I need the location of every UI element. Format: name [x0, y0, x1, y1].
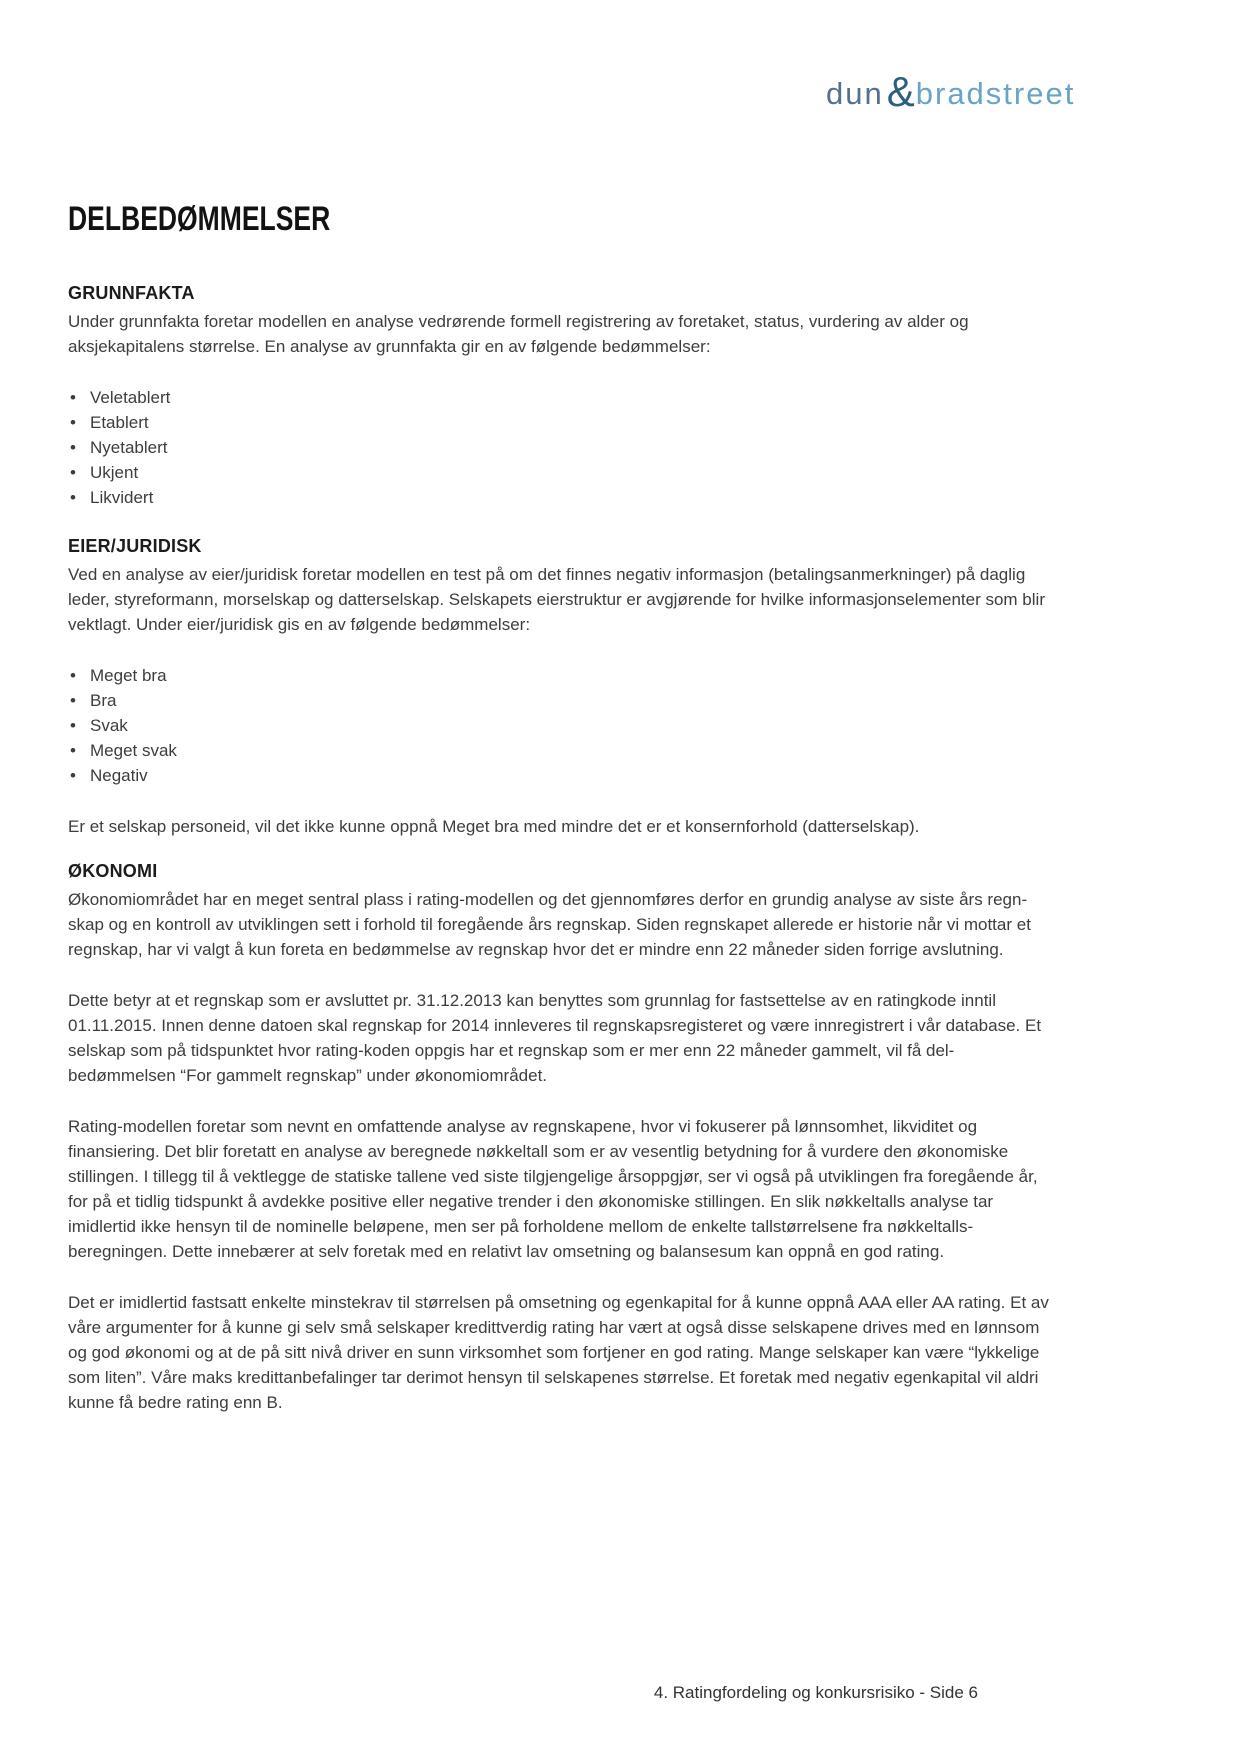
paragraph-eier-juridisk-note: Er et selskap personeid, vil det ikke kunne oppnå Meget bra med mindre det er et konsernforhold (datterselskap). — [68, 817, 920, 836]
bullet-item: • Meget svak — [68, 738, 1053, 763]
bullet-list-eier-juridisk — [68, 663, 1053, 788]
paragraph-okonomi-4: Det er imidlertid fastsatt enkelte minstekrav til størrelsen på omsetning og egenkapital for å kunne oppnå AAA eller AA rating. Et av våre argumenter for å kunne gi selv små selskaper kredittverdig rating har vært at også disse selskapene drives med en lønnsom og god økonomi og at de på sitt nivå driver en sunn virksomhet som fortjener en god rating. Mange selskaper kan være “lykkelige som liten”. Våre maks kredittanbefalinger tar derimot hensyn til selskapenes størrelse. Et foretak med negativ egenkapital vil aldri kunne få bedre rating enn B. — [68, 1293, 1049, 1412]
bullet-item: • Likvidert — [68, 485, 1053, 510]
dun-bradstreet-logo — [826, 68, 1076, 115]
page-title: DELBEDØMMELSER — [68, 200, 331, 238]
paragraph-eier-juridisk-intro: Ved en analyse av eier/juridisk foretar modellen en test på om det finnes negativ informasjon (betalingsanmerkninger) på daglig leder, styreformann, morselskap og datterselskap. Selskapets eierstruktur er avgjørende for hvilke informasjonselementer som blir vektlagt. Under eier/juridisk gis en av følgende bedømmelser: — [68, 565, 1045, 634]
section-heading-okonomi: ØKONOMI — [68, 861, 158, 881]
bullet-item: • Bra — [68, 688, 1053, 713]
bullet-item: • Nyetablert — [68, 435, 1053, 460]
bullet-item: • Veletablert — [68, 385, 1053, 410]
bullet-item: • Etablert — [68, 410, 1053, 435]
paragraph-okonomi-3: Rating-modellen foretar som nevnt en omfattende analyse av regnskapene, hvor vi fokuserer på lønnsomhet, likviditet og finansiering. Det blir foretatt en analyse av beregnede nøkkeltall som er av vesentlig betydning for å vurdere den økonomiske stillingen. I tillegg til å vektlegge de statiske tallene ved siste tilgjengelige årsoppgjør, ser vi også på utviklingen fra foregående år, for på et tidlig tidspunkt å avdekke positive eller negative trender i den økonomiske stillingen. En slik nøkkeltalls analyse tar imidlertid ikke hensyn til de nominelle beløpene, men ser på forholdene mellom de enkelte tallstørrelsene fra nøkkeltalls- beregningen. Dette innebærer at selv foretak med en relativt lav omsetning og balansesum kan oppnå en god rating. — [68, 1117, 1038, 1261]
section-heading-eier-juridisk: EIER/JURIDISK — [68, 536, 202, 556]
page-footer: 4. Ratingfordeling og konkursrisiko - Side 6 — [653, 1683, 978, 1702]
paragraph-okonomi-2: Dette betyr at et regnskap som er avsluttet pr. 31.12.2013 kan benyttes som grunnlag for fastsettelse av en ratingkode inntil 01.11.2015. Innen denne datoen skal regnskap for 2014 innleveres til regnskapsregisteret og være innregistrert i vår database. Et selskap som på tidspunktet hvor rating-koden oppgis har et regnskap som er mer enn 22 måneder gammelt, vil få del- bedømmelsen “For gammelt regnskap” under økonomiområdet. — [68, 991, 1042, 1085]
section-heading-grunnfakta: GRUNNFAKTA — [68, 283, 195, 303]
logo-text-dun: dun — [826, 76, 884, 111]
bullet-item: • Meget bra — [68, 663, 1053, 688]
logo-text-bradstreet: bradstreet — [915, 76, 1076, 111]
logo-ampersand-icon: & — [886, 68, 915, 115]
paragraph-okonomi-1: Økonomiområdet har en meget sentral plass i rating-modellen og det gjennomføres derfor en grundig analyse av siste års regn- skap og en kontroll av utviklingen sett i forhold til foregående års regnskap. Siden regnskapet allerede er historie når vi mottar et regnskap, har vi valgt å kun foreta en bedømmelse av regnskap hvor det er mindre enn 22 måneder siden forrige avslutning. — [68, 890, 1031, 959]
document-body — [68, 200, 1053, 1415]
paragraph-grunnfakta-intro: Under grunnfakta foretar modellen en analyse vedrørende formell registrering av foretaket, status, vurdering av alder og aksjekapitalens størrelse. En analyse av grunnfakta gir en av følgende bedømmelser: — [68, 312, 969, 356]
bullet-item: • Svak — [68, 713, 1053, 738]
bullet-list-grunnfakta — [68, 385, 1053, 510]
bullet-item: • Ukjent — [68, 460, 1053, 485]
bullet-item: • Negativ — [68, 763, 1053, 788]
